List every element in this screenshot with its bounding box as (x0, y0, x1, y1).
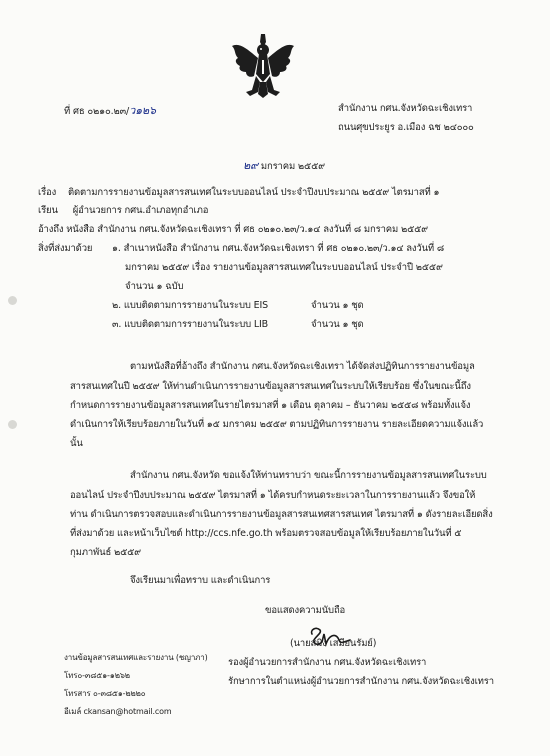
date-day-handwritten: ๒๙ (243, 159, 259, 172)
closing-request: จึงเรียนมาเพื่อทราบ และดำเนินการ (130, 575, 271, 586)
body-paragraph-1-line3: กำหนดการรายงานข้อมูลสารสนเทศในรายไตรมาสที่ ๑ เดือน ตุลาคม – ธันวาคม ๒๕๕๘ พร้อมทั้งแจ้ง (70, 400, 471, 411)
body-paragraph-1-line5: นั้น (70, 438, 83, 449)
enclosure-item-3-qty: จำนวน ๑ ชุด (311, 319, 364, 330)
contact-unit: งานข้อมูลสารสนเทศและรายงาน (ชญาภา) (64, 653, 208, 662)
signer-position-1: รองผู้อำนวยการสำนักงาน กศน.จังหวัดฉะเชิงเทรา (228, 657, 427, 668)
subject-label: เรื่อง (38, 187, 57, 198)
punch-hole (8, 296, 17, 305)
body-paragraph-2-line5: กุมภาพันธ์ ๒๕๕๙ (70, 547, 141, 558)
document-number (64, 105, 156, 118)
contact-fax: โทรสาร ๐-๓๘๕๑-๒๒๒๐ (64, 689, 146, 698)
body-paragraph-2: สำนักงาน กศน.จังหวัด ขอแจ้งให้ท่านทราบว่า ขณะนี้การรายงานข้อมูลสารสนเทศในระบบ (130, 470, 487, 481)
body-paragraph-2-line4: ที่ส่งมาด้วย และหน้าเว็บไซต์ http://ccs.nfe.go.th พร้อมตรวจสอบข้อมูลให้เรียบร้อยภายในวันที่ ๕ (70, 528, 462, 539)
enclosure-item-2-qty: จำนวน ๑ ชุด (311, 300, 364, 311)
contact-phone: โทร๐-๓๘๕๑-๑๒๖๒ (64, 671, 130, 680)
body-paragraph-2-line3: ท่าน ดำเนินการตรวจสอบและดำเนินการรายงานข้อมูลสารสนเทศสารสนเทศ ไตรมาสที่ ๑ ดังรายละเอียดสิ่ง (70, 509, 493, 520)
document-number-handwritten: ว๑๒๖ (129, 104, 156, 117)
office-address: ถนนศุขประยูร อ.เมือง ฉช ๒๔๐๐๐ (338, 122, 474, 133)
reference-line: อ้างถึง หนังสือ สำนักงาน กศน.จังหวัดฉะเชิงเทรา ที่ ศธ ๐๒๑๐.๒๓/ว.๑๔ ลงวันที่ ๘ มกราคม ๒๕๕๙ (38, 224, 428, 235)
punch-hole (8, 420, 17, 429)
body-paragraph-2-line2: ออนไลน์ ประจำปีงบประมาณ ๒๕๕๙ ไตรมาสที่ ๑ ได้ครบกำหนดระยะเวลาในการรายงานแล้ว จึงขอให้ (70, 490, 476, 501)
document-date (243, 160, 325, 173)
document-number-code: ๐๒๑๐.๒๓/ (87, 106, 130, 117)
closing-respect: ขอแสดงความนับถือ (265, 605, 346, 616)
signer-position-2: รักษาการในตำแหน่งผู้อำนวยการสำนักงาน กศน.จังหวัดฉะเชิงเทรา (228, 676, 494, 687)
body-paragraph-1-line2: สารสนเทศในปี ๒๕๕๙ ให้ท่านดำเนินการรายงานข้อมูลสารสนเทศในระบบให้เรียบร้อย ซึ่งในขณะนี้ถึง (70, 381, 471, 392)
enclosure-item-1-line2: มกราคม ๒๕๕๙ เรื่อง รายงานข้อมูลสารสนเทศในระบบออนไลน์ ประจำปี ๒๕๕๙ (125, 262, 443, 273)
enclosures-label: สิ่งที่ส่งมาด้วย (38, 243, 93, 254)
enclosure-item-1-qty: จำนวน ๑ ฉบับ (125, 281, 184, 292)
document-number-prefix: ที่ ศธ (64, 106, 88, 117)
garuda-emblem-icon (228, 32, 298, 100)
recipient-label: เรียน (38, 205, 58, 216)
signer-name: (นายสมิง เสมียนรัมย์) (290, 638, 377, 649)
date-month-year: มกราคม ๒๕๕๙ (258, 161, 325, 172)
office-name: สำนักงาน กศน.จังหวัดฉะเชิงเทรา (338, 103, 473, 114)
subject-line (38, 187, 439, 199)
subject-text: ติดตามการรายงานข้อมูลสารสนเทศในระบบออนไลน์ ประจำปีงบประมาณ ๒๕๕๙ ไตรมาสที่ ๑ (67, 187, 440, 198)
enclosure-item-1: ๑. สำเนาหนังสือ สำนักงาน กศน.จังหวัดฉะเชิงเทรา ที่ ศธ ๐๒๑๐.๒๓/ว.๑๔ ลงวันที่ ๘ (112, 243, 445, 254)
contact-email: อีเมล์ ckansan@hotmail.com (64, 707, 172, 716)
recipient-line (38, 205, 208, 217)
enclosure-item-3: ๓. แบบติดตามการรายงานในระบบ LIB (112, 319, 269, 330)
body-paragraph-1: ตามหนังสือที่อ้างถึง สำนักงาน กศน.จังหวัดฉะเชิงเทรา ได้จัดส่งปฏิทินการรายงานข้อมูล (130, 361, 475, 372)
body-paragraph-1-line4: ดำเนินการให้เรียบร้อยภายในวันที่ ๑๕ มกราคม ๒๕๕๙ ตามปฏิทินการรายงาน รายละเอียดความแจ้งแล้ว (70, 419, 484, 430)
enclosure-item-2: ๒. แบบติดตามการรายงานในระบบ EIS (112, 300, 269, 311)
recipient-text: ผู้อำนวยการ กศน.อำเภอทุกอำเภอ (72, 205, 209, 216)
